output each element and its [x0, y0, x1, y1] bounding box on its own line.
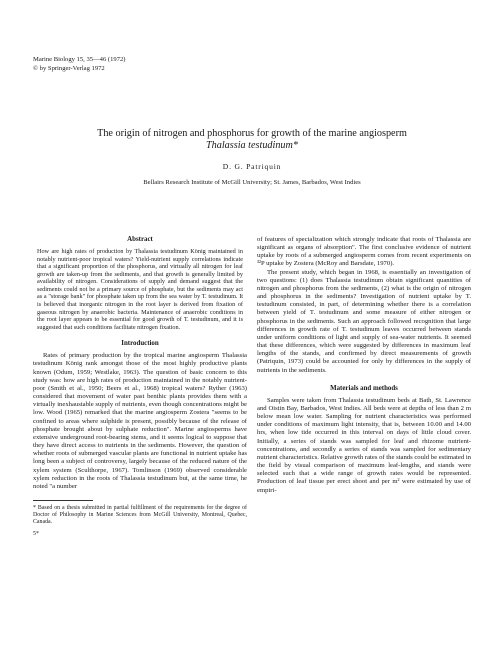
abstract-text: How are high rates of production by Thalassia testudinum König maintained in notably nutrient-poor tropical waters? Yield-nutrient supply correlations indicate that a significant proportion of the phosphorus, and virtually all nitrogen for leaf growth are taken-up from the sediments, and that growth is generally limited by availability of nitrogen. Considerations of supply and demand suggest that the sediments could not be a primary source of phosphate, but the sediments may act as a "storage bank" for phosphate taken up from the sea water by T. testudinum. It is believed that inorganic nitrogen in the root layer is derived from fixation of gaseous nitrogen by anaerobic bacteria. Maintenance of anaerobic conditions in the root layer appears to be essential for good growth of T. testudinum, and it is suggested that such conditions facilitate nitrogen fixation. — [37, 248, 243, 331]
journal-citation — [33, 56, 126, 73]
intro-continuation: of features of specialization which strongly indicate that roots of Thalassia are significant as organs of absorption". The first conclusive evidence of nutrient uptake by roots of a submerged angiosperm comes from recent experiments on ³²P uptake by Zostera (McRoy and Barsdate, 1970). — [257, 236, 471, 268]
left-column — [33, 236, 247, 538]
author-affiliation: Bellairs Research Institute of McGill University; St. James, Barbados, West Indies — [143, 178, 361, 186]
journal-volume-line: Marine Biology 15, 35—46 (1972) — [33, 56, 126, 63]
footnote-divider — [33, 500, 93, 501]
introduction-heading: Introduction — [121, 340, 159, 348]
introduction-text: Rates of primary production by the tropical marine angiosperm Thalassia testudinum König rank amongst those of the most highly productive plants known (Odum, 1959; Westlake, 1963). The question of basic concern to this study was: how are high rates of production maintained in the notably nutrient-poor (Smith et al., 1950; Beers et al., 1968) tropical waters? Ryther (1963) considered that movement of water past benthic plants provides them with a virtually inexhaustable supply of nutrients, even though concentrations might be low. Wood (1965) remarked that the marine angiosperm Zostera "seems to be confined to areas where sulphide is present, possibly because of the release of phosphate brought about by sulphate reduction". Marine angiosperms have extensive underground root-bearing stems, and it seems logical to suppose that they have direct access to nutrients in the sediments. However, the question of whether roots of submerged vascular plants are functional in nutrient uptake has long been a subject of controversy, largely because of the reduced nature of the xylem system (Sculthorpe, 1967). Tomlinson (1969) observed considerable xylem reduction in the roots of Thalassia testudinum but, at the same time, he noted "a number — [33, 352, 247, 490]
author-name: D. G. Patriquin — [222, 161, 282, 171]
page-signature: 5* — [33, 531, 39, 538]
title-line-2: Thalassia testudinum* — [206, 140, 298, 152]
methods-heading: Materials and methods — [330, 384, 398, 392]
title-line-1: The origin of nitrogen and phosphorus for growth of the marine angiosperm — [97, 128, 407, 139]
study-description: The present study, which began in 1968, is essentially an investigation of two questions: (1) does Thalassia testudinum obtain significant quantities of nitrogen and phosphorus from the sediments, (2) what is the origin of nitrogen and phosphorus in the sediments? Investigation of nutrient uptake by T. testudinum consisted, in part, of determining whether there is a correlation between yield of T. testudinum and some measure of either nitrogen or phosphorus in the sediments. Such an approach followed recognition that large differences in growth rate of T. testudinum leaves occurred between stands under uniform conditions of light and supply of sea-water nutrients. It seemed that these differences, which were suggested by differences in maximum leaf lengths of the stands, and confirmed by direct measurements of growth (Patriquin, 1973) could be accounted for only by differences in the supply of nutrients in the sediments. — [257, 268, 471, 374]
title-block — [33, 128, 471, 186]
copyright-line: © by Springer-Verlag 1972 — [33, 64, 105, 72]
right-column — [257, 236, 471, 495]
abstract-heading: Abstract — [127, 236, 153, 243]
methods-text: Samples were taken from Thalassia testudinum beds at Bath, St. Lawrence and Oistin Bay, Barbados, West Indies. All beds were at depths of less than 2 m below mean low water. Sampling for nutrient characteristics was performed under conditions of maximum light intensity, that is, between 10.00 and 14.00 hrs, when low tide occurred in this interval on days of little cloud cover. Initially, a series of stands was sampled for leaf and rhizome nutrient-concentrations, and secondly a series of stands was sampled for sedimentary nutrient characteristics. Relative growth rates of the stands could be estimated in the field by visual comparison of maximum leaf-lengths, and stands were selected such that a wide range of growth rates would be represented. Production of leaf tissue per erect shoot and per m² were estimated by use of empiri- — [257, 396, 471, 494]
article-title — [33, 128, 471, 153]
footnote-text: * Based on a thesis submitted in partial fulfillment of the requirements for the degree of Doctor of Philosophy in Marine Sciences from McGill University, Montreal, Quebec, Canada. — [33, 504, 247, 526]
